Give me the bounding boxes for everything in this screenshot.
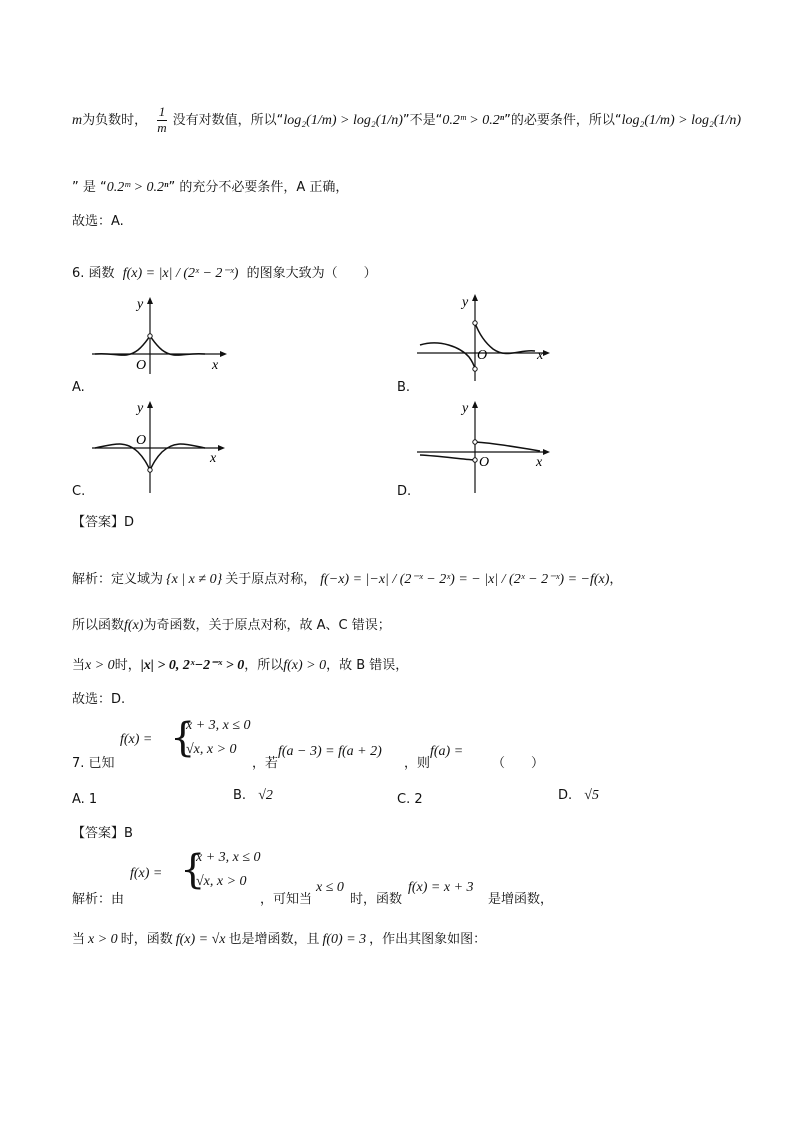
origin-label: O [479, 455, 490, 470]
text: ”的必要条件，所以“ [504, 112, 622, 128]
fx-def: f(x) = [120, 732, 153, 747]
condition: x ≤ 0 [316, 880, 344, 895]
frac-num: 1 [158, 104, 166, 119]
y-label: y [137, 401, 144, 416]
piece-2: √x, x > 0 [186, 742, 237, 757]
origin-label: O [136, 433, 147, 448]
condition-power: 0.2ᵐ > 0.2ⁿ [442, 112, 505, 128]
text: ，所以 [244, 658, 284, 673]
condition: x > 0 [85, 658, 115, 673]
solution-6-line-4: 故选：D. [72, 692, 126, 707]
ask: f(a) = [430, 744, 464, 759]
y-label: y [137, 297, 144, 312]
text: 没有对数值，所以“ [172, 112, 284, 128]
question-6 [72, 262, 377, 282]
solution-6-line-2 [72, 614, 391, 634]
text: 关于原点对称， [225, 572, 317, 587]
option-d[interactable]: D. [397, 484, 412, 499]
label: B. [233, 788, 247, 803]
graph-d [415, 400, 565, 495]
open-point-bottom [473, 367, 477, 371]
domain-set: {x | x ≠ 0} [166, 572, 223, 587]
graph-a [90, 296, 240, 376]
condition-log: log₂(1/m) > log₂(1/n) [283, 112, 403, 128]
open-point-bottom [473, 458, 477, 462]
fx: f(x) [124, 618, 144, 633]
f-zero: f(0) = 3 [322, 932, 367, 947]
text: 是增函数， [488, 892, 554, 907]
text: ”不是“ [402, 112, 443, 128]
fraction-1-over-m [155, 105, 168, 136]
solution-6-line-1 [72, 568, 622, 588]
text: 解析：定义域为 [72, 572, 164, 587]
condition: x > 0 [88, 932, 118, 947]
y-axis-arrow [147, 401, 153, 408]
result: f(x) > 0 [283, 658, 327, 673]
text: ，可知当 [260, 892, 313, 907]
text: ，故 B 错误， [326, 658, 409, 673]
function-1: f(x) = x + 3 [408, 880, 474, 895]
question-tail: 的图象大致为（ ） [246, 266, 377, 281]
text: ， [609, 572, 623, 587]
odd-function-equation: f(−x) = |−x| / (2⁻ˣ − 2ˣ) = − |x| / (2ˣ − 2⁻ˣ) = −f(x) [320, 572, 610, 587]
option-a[interactable]: A. [72, 380, 85, 395]
solution-6-line-3 [72, 654, 408, 674]
text: 为奇函数，关于原点对称，故 A、C 错误； [143, 618, 391, 633]
option-c[interactable]: C. [72, 484, 86, 499]
text: ，作出其图象如图： [369, 932, 487, 947]
text: 时，函数 [120, 932, 173, 947]
condition: f(a − 3) = f(a + 2) [278, 744, 382, 759]
left-brace: { [180, 847, 206, 893]
answer-7: 【答案】B [72, 826, 133, 841]
piece-1: x + 3, x ≤ 0 [186, 718, 251, 733]
origin-label: O [477, 348, 488, 363]
y-label: y [462, 401, 469, 416]
para-2 [72, 176, 348, 196]
text: 当 [72, 932, 86, 947]
option-7-c[interactable]: C. 2 [397, 792, 423, 807]
x-axis-arrow [218, 445, 225, 451]
option-7-a[interactable]: A. 1 [72, 792, 98, 807]
text: 解析：由 [72, 892, 125, 907]
para-1 [72, 105, 741, 136]
text: 时， [114, 658, 141, 673]
curve-left [420, 455, 475, 460]
question-lead: 7. 已知 [72, 756, 115, 771]
text: 也是增函数，且 [228, 932, 320, 947]
option-7-b[interactable] [233, 788, 273, 804]
text: ” 是 “ [72, 180, 107, 195]
text: 时，函数 [350, 892, 403, 907]
function-def: f(x) = |x| / (2ˣ − 2⁻ˣ) [122, 266, 239, 281]
condition-power: 0.2ᵐ > 0.2ⁿ [106, 180, 169, 195]
text: ” 的充分不必要条件，A 正确， [168, 180, 349, 195]
graph-b [415, 293, 565, 383]
frac-den: m [157, 119, 167, 135]
y-axis-arrow [472, 294, 478, 301]
text: 当 [72, 658, 86, 673]
text: ，则 [404, 756, 431, 771]
condition-log-2: log₂(1/m) > log₂(1/n) [621, 112, 742, 128]
text: 所以函数 [72, 618, 125, 633]
y-label: y [462, 295, 469, 310]
open-point [148, 334, 152, 338]
open-point-top [473, 440, 477, 444]
x-label: x [536, 455, 543, 470]
label: D. [558, 788, 573, 803]
piece-1: x + 3, x ≤ 0 [196, 850, 261, 865]
function-2: f(x) = √x [175, 932, 226, 947]
x-label: x [537, 348, 544, 363]
option-7-d[interactable] [558, 788, 599, 804]
graph-c [90, 400, 240, 495]
solution-7-line-2 [72, 928, 486, 948]
origin-label: O [136, 358, 147, 373]
inequality: |x| > 0, 2ˣ−2⁻ˣ > 0 [140, 658, 245, 673]
left-brace: { [170, 715, 196, 761]
x-label: x [210, 451, 217, 466]
option-b[interactable]: B. [397, 380, 411, 395]
var-m: m [72, 112, 83, 128]
open-point [148, 468, 152, 472]
x-label: x [212, 358, 219, 373]
value: √5 [584, 788, 599, 803]
curve-left [420, 343, 475, 369]
text: 为负数时， [82, 112, 148, 128]
open-point-top [473, 321, 477, 325]
question-lead: 6. 函数 [72, 266, 115, 281]
y-axis-arrow [472, 401, 478, 408]
fx-def: f(x) = [130, 866, 163, 881]
x-axis-arrow [543, 350, 550, 356]
x-axis-arrow [543, 449, 550, 455]
para-3: 故选：A. [72, 214, 124, 229]
blank: （ ） [492, 756, 545, 771]
x-axis-arrow [220, 351, 227, 357]
piece-2: √x, x > 0 [196, 874, 247, 889]
value: √2 [258, 788, 273, 803]
answer-6: 【答案】D [72, 515, 135, 530]
text: ，若 [252, 756, 279, 771]
y-axis-arrow [147, 297, 153, 304]
curve-right [475, 442, 540, 451]
